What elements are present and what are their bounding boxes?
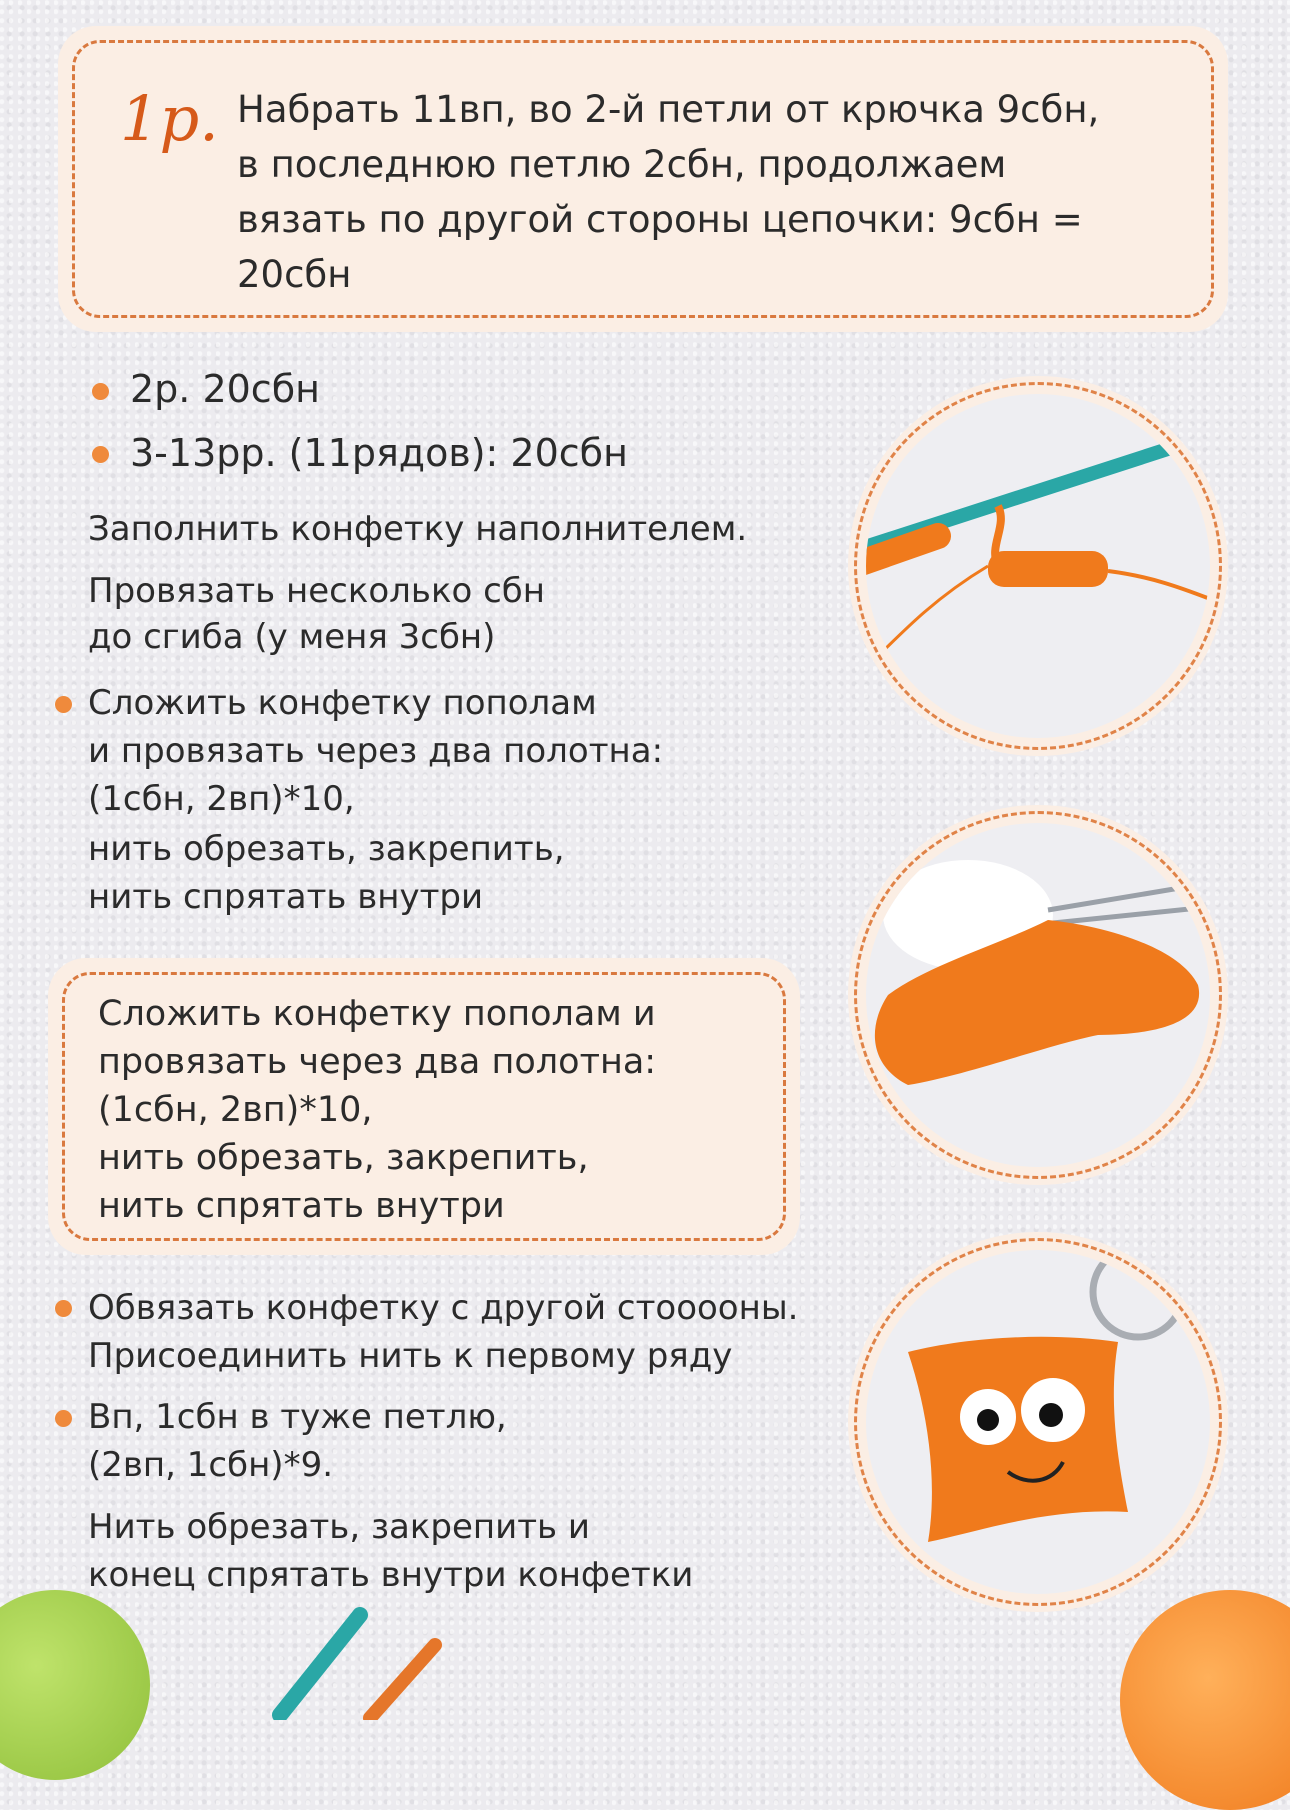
chain-bullet-line: (2вп, 1сбн)*9. <box>88 1445 334 1485</box>
fold-card-line: провязать через два полотна: <box>98 1042 657 1082</box>
step1-instructions <box>237 82 1217 302</box>
bullet-icon <box>55 1410 72 1427</box>
edge-bullet-line: Присоединить нить к первому ряду <box>88 1336 733 1376</box>
tie-text-2: до сгиба (у меня 3сбн) <box>88 617 496 657</box>
fold-card-line: нить спрятать внутри <box>98 1186 505 1226</box>
orange-yarn-ball <box>1120 1590 1290 1810</box>
step1-line: 20сбн <box>237 253 352 296</box>
bullet-icon <box>55 1300 72 1317</box>
fold-card-line: нить обрезать, закрепить, <box>98 1138 589 1178</box>
edge-bullet-line: Обвязать конфетку с другой стооооны. <box>88 1288 799 1328</box>
row-3-13-text: 3-13рр. (11рядов): 20сбн <box>130 431 628 475</box>
green-yarn-ball <box>0 1590 150 1780</box>
stuffed-candy-photo <box>848 805 1228 1185</box>
fold-bullet-line: нить обрезать, закрепить, <box>88 829 565 869</box>
step1-line: вязать по другой стороны цепочки: 9сбн = <box>237 198 1083 241</box>
crochet-hooks <box>260 1600 480 1720</box>
step1-line: Набрать 11вп, во 2-й петли от крючка 9сбн, <box>237 88 1100 131</box>
fold-bullet-line: нить спрятать внутри <box>88 877 484 917</box>
row-label-1: 1р. <box>120 82 219 155</box>
fold-card-text <box>98 990 778 1230</box>
step1-line: в последнюю петлю 2сбн, продолжаем <box>237 143 1007 186</box>
fold-bullet-line: (1сбн, 2вп)*10, <box>88 779 355 819</box>
tie-text-1: Провязать несколько сбн <box>88 571 545 611</box>
candy-keychain-photo <box>848 1232 1228 1612</box>
bullet-icon <box>92 446 109 463</box>
finish-text-line: Нить обрезать, закрепить и <box>88 1507 590 1547</box>
fold-bullet-line: и провязать через два полотна: <box>88 731 664 771</box>
row-2-text: 2р. 20сбн <box>130 367 320 411</box>
bullet-icon <box>55 696 72 713</box>
crochet-chain-photo <box>848 376 1228 756</box>
chain-bullet-line: Вп, 1сбн в туже петлю, <box>88 1397 507 1437</box>
fill-text: Заполнить конфетку наполнителем. <box>88 509 748 549</box>
fold-bullet-line: Сложить конфетку пополам <box>88 683 597 723</box>
fold-card-line: (1сбн, 2вп)*10, <box>98 1090 373 1130</box>
fold-card-line: Сложить конфетку пополам и <box>98 994 656 1034</box>
bullet-icon <box>92 383 109 400</box>
finish-text-line: конец спрятать внутри конфетки <box>88 1555 694 1595</box>
